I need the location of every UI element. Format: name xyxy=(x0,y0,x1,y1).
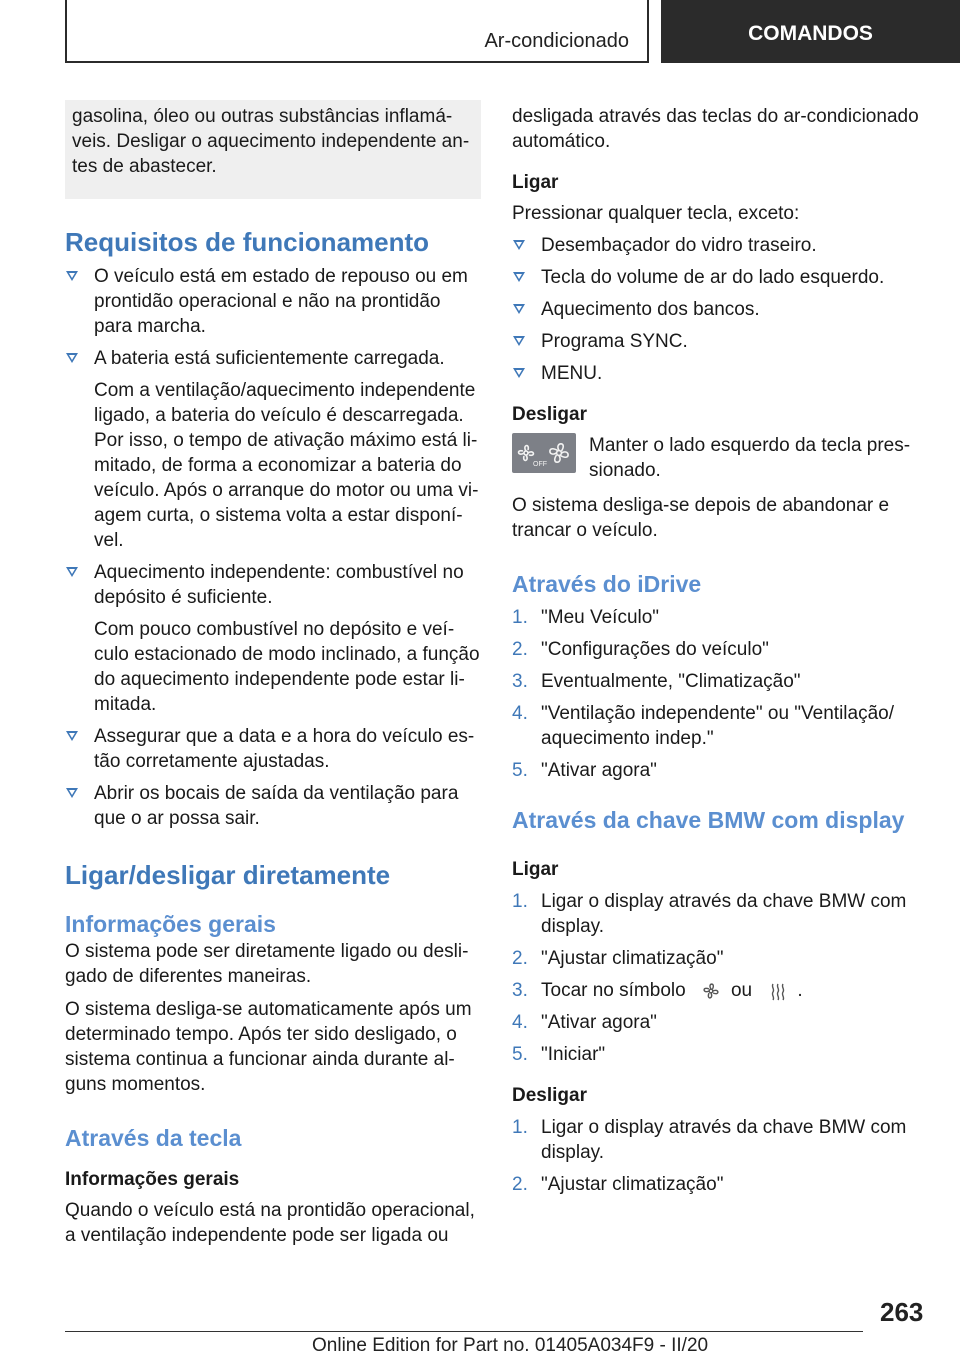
key-subtitle: Informações gerais xyxy=(65,1169,240,1190)
requirements-list xyxy=(65,264,481,831)
list-item: O veículo está em estado de repouso ou em prontidão operacional e não na prontidão para marcha. xyxy=(65,264,481,339)
list-item: 1. Ligar o display através da chave BMW com display. xyxy=(512,1117,907,1163)
triangle-bullet-icon xyxy=(66,353,78,363)
list-item: 4. "Ventilação independente" ou "Ventilação/ aquecimento indep." xyxy=(512,703,895,749)
general-paragraph-1: O sistema pode ser diretamente ligado ou desligado de diferentes maneiras. xyxy=(65,941,469,987)
on-paragraph: Pressionar qualquer tecla, exceto: xyxy=(512,203,800,224)
list-item: 5. "Iniciar" xyxy=(512,1044,606,1065)
heating-fan-icon xyxy=(765,980,789,1002)
triangle-bullet-icon xyxy=(66,731,78,741)
right-column xyxy=(512,100,924,1204)
off-instruction: OFF Manter o lado esquerdo da tecla pressionado. xyxy=(512,433,924,485)
off-title: Desligar xyxy=(512,404,587,425)
list-item: Aquecimento independente: combustível no depósito é suficiente. Com pouco combustível no depósito e veículo estacionado de modo inclinado, a função do aquecimento independente pode estar limitada. xyxy=(65,560,481,717)
kd-off-title: Desligar xyxy=(512,1085,587,1106)
key-display-title: Através da chave BMW com display xyxy=(512,807,905,833)
general-title: Informações gerais xyxy=(65,911,276,937)
exceptions-list xyxy=(512,233,924,386)
kd-on-title: Ligar xyxy=(512,859,559,880)
list-item: 1. "Meu Veículo" xyxy=(512,607,660,628)
list-item: MENU. xyxy=(512,361,924,386)
list-item: 3. Eventualmente, "Climatização" xyxy=(512,671,801,692)
list-item: 1. Ligar o display através da chave BMW com display. xyxy=(512,891,907,937)
section-title: Ar-condicionado xyxy=(484,30,629,52)
list-item: 4. "Ativar agora" xyxy=(512,1012,657,1033)
idrive-title: Através do iDrive xyxy=(512,571,702,597)
list-item: Desembaçador do vidro traseiro. xyxy=(512,233,924,258)
requirements-title: Requisitos de funcionamento xyxy=(65,227,430,257)
list-item: Assegurar que a data e a hora do veículo estão corretamente ajustadas. xyxy=(65,724,481,774)
key-title: Através da tecla xyxy=(65,1125,242,1151)
left-column xyxy=(65,100,481,1248)
list-item: 2. "Ajustar climatização" xyxy=(512,948,724,969)
list-item: 2. "Ajustar climatização" xyxy=(512,1174,724,1195)
footer-divider xyxy=(65,1331,863,1332)
triangle-bullet-icon xyxy=(513,272,525,282)
kd-off-steps xyxy=(512,1115,924,1197)
fan-icon xyxy=(699,980,723,1002)
list-item: 2. "Configurações do veículo" xyxy=(512,639,769,660)
list-item: 3. Tocar no símbolo ou . xyxy=(512,980,803,1001)
triangle-bullet-icon xyxy=(513,368,525,378)
list-item: Programa SYNC. xyxy=(512,329,924,354)
triangle-bullet-icon xyxy=(66,788,78,798)
header-section-box xyxy=(65,0,649,63)
edition-text: Online Edition for Part no. 01405A034F9 - II/20 xyxy=(312,1335,709,1356)
kd-on-steps xyxy=(512,889,924,1067)
triangle-bullet-icon xyxy=(66,271,78,281)
triangle-bullet-icon xyxy=(513,336,525,346)
list-item: A bateria está suficientemente carregada. Com a ventilação/aquecimento independente ligado, a bateria do veículo é descarregada. Por isso, o tempo de ativação máximo está limitado, de forma a economizar a bateria do veículo. Após o arranque do motor ou uma viagem curta, o sistema volta a estar disponível. xyxy=(65,346,481,553)
fan-button-icon xyxy=(512,433,576,473)
fuel-note: Com pouco combustível no depósito e veículo estacionado de modo inclinado, a função do aquecimento independente pode estar limitada. xyxy=(94,619,480,715)
on-title: Ligar xyxy=(512,172,559,193)
idrive-steps xyxy=(512,605,924,783)
continued-paragraph: desligada através das teclas do ar-condicionado automático. xyxy=(512,106,919,152)
list-item: 5. "Ativar agora" xyxy=(512,760,657,781)
triangle-bullet-icon xyxy=(513,240,525,250)
list-item: Tecla do volume de ar do lado esquerdo. xyxy=(512,265,924,290)
off-label: OFF xyxy=(533,461,547,468)
triangle-bullet-icon xyxy=(513,304,525,314)
page-number: 263 xyxy=(880,1297,924,1327)
list-item: Abrir os bocais de saída da ventilação para que o ar possa sair. xyxy=(65,781,481,831)
warning-text: gasolina, óleo ou outras substâncias inflamáveis. Desligar o aquecimento independente antes de abastecer. xyxy=(72,106,470,177)
off-paragraph-2: O sistema desliga-se depois de abandonar e trancar o veículo. xyxy=(512,495,890,541)
warning-box xyxy=(65,100,481,199)
direct-title: Ligar/desligar diretamente xyxy=(65,860,391,890)
list-item: Aquecimento dos bancos. xyxy=(512,297,924,322)
triangle-bullet-icon xyxy=(66,567,78,577)
general-paragraph-2: O sistema desliga-se automaticamente após um determinado tempo. Após ter sido desligado, o sistema continua a funcionar ainda durante alguns momentos. xyxy=(65,999,472,1095)
key-paragraph: Quando o veículo está na prontidão operacional, a ventilação independente pode ser ligada ou xyxy=(65,1200,475,1246)
battery-note: Com a ventilação/aquecimento independente ligado, a bateria do veículo é descarregada. Por isso, o tempo de ativação máximo está limitado, de forma a economizar a bateria do veículo. Após o arranque do motor ou uma viagem curta, o sistema volta a estar disponível. xyxy=(94,380,479,551)
chapter-title: COMANDOS xyxy=(661,0,960,63)
